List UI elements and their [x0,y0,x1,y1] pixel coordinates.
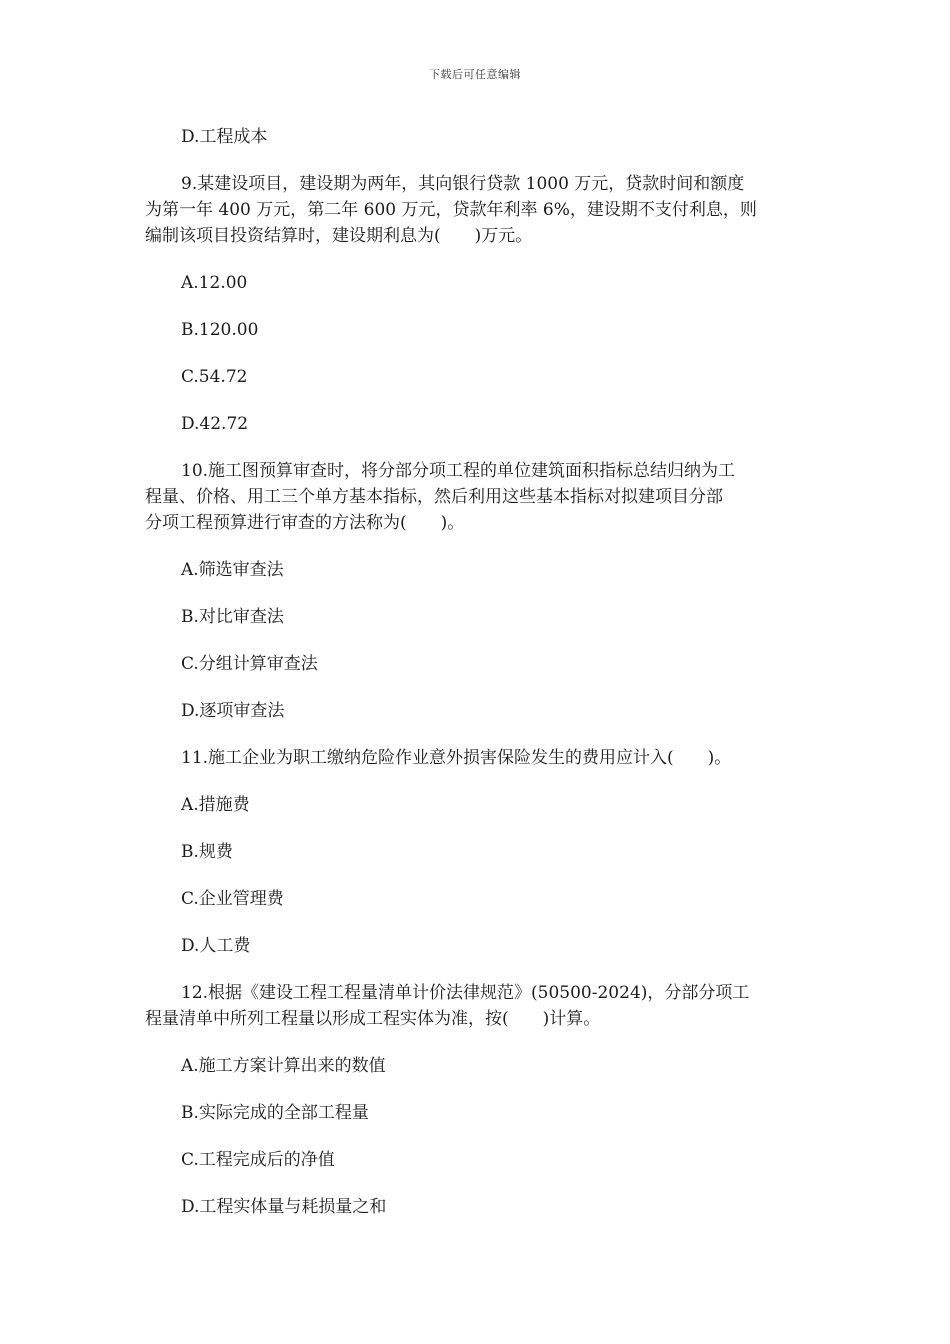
option-text: D.人工费 [181,936,251,956]
option-text: B.对比审查法 [181,607,284,627]
question-12 [145,980,815,1032]
page-header: 下载后可任意编辑 [429,68,521,81]
option-text: D.工程成本 [181,127,268,147]
option-text: C.工程完成后的净值 [181,1150,335,1170]
option-text: D.42.72 [181,414,249,434]
option-text: D.逐项审查法 [181,701,285,721]
option-text: D.工程实体量与耗损量之和 [181,1197,387,1217]
question-text-line: 程量、价格、用工三个单方基本指标，然后利用这些基本指标对拟建项目分部 [145,487,723,507]
question-text-line: 为第一年 400 万元，第二年 600 万元，贷款年利率 6%，建设期不支付利息，则 [145,200,757,220]
question-text-line: 程量清单中所列工程量以形成工程实体为准，按( )计算。 [145,1009,601,1029]
question-9 [145,171,815,249]
question-text-line: 10.施工图预算审查时，将分部分项工程的单位建筑面积指标总结归纳为工 [181,461,736,481]
option-text: B.规费 [181,842,233,862]
option-text: B.实际完成的全部工程量 [181,1103,369,1123]
document-body [145,124,815,1241]
option-text: A.措施费 [181,795,250,815]
option-text: C.分组计算审查法 [181,654,318,674]
question-text-line: 编制该项目投资结算时，建设期利息为( )万元。 [145,226,533,246]
question-10 [145,458,815,536]
question-text-line: 分项工程预算进行审查的方法称为( )。 [145,513,465,533]
question-11 [145,745,815,771]
option-text: A.施工方案计算出来的数值 [181,1056,386,1076]
question-text-line: 9.某建设项目，建设期为两年，其向银行贷款 1000 万元，贷款时间和额度 [181,174,745,194]
question-text-line: 12.根据《建设工程工程量清单计价法律规范》(50500-2024)，分部分项工 [181,983,750,1003]
option-text: C.企业管理费 [181,889,284,909]
option-text: A.筛选审查法 [181,560,284,580]
question-text-line: 11.施工企业为职工缴纳危险作业意外损害保险发生的费用应计入( )。 [181,748,732,768]
option-text: C.54.72 [181,367,248,387]
option-text: B.120.00 [181,320,259,340]
option-text: A.12.00 [181,273,248,293]
